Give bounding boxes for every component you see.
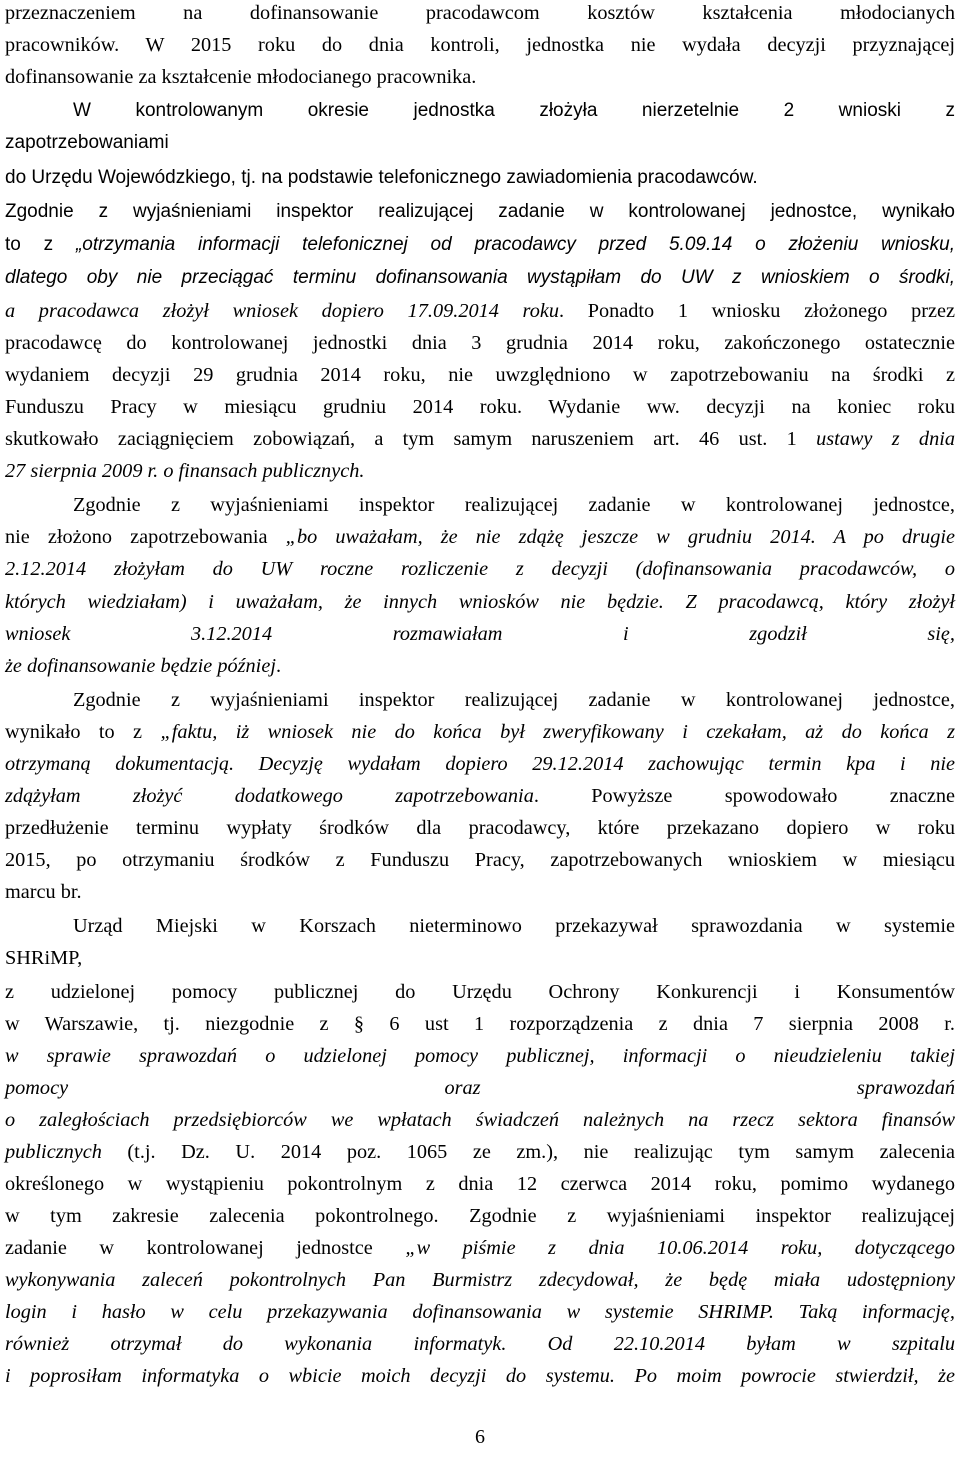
text-line: których wiedziałam) i uważałam, że innych wniosków nie będzie. Z pracodawcą, który złożył — [5, 591, 955, 613]
text-line: pracowników. W 2015 roku do dnia kontroli, jednostka nie wydała decyzji przyznającej — [5, 34, 955, 56]
text-line: wykonywania zaleceń pokontrolnych Pan Burmistrz zdecydował, że będę miała udostępniony — [5, 1269, 955, 1291]
text-line: że dofinansowanie będzie później. — [5, 655, 282, 677]
text-line: w sprawie sprawozdań o udzielonej pomocy publicznej, informacji o nieudzieleniu takiej — [5, 1045, 955, 1067]
text-line: wydaniem decyzji 29 grudnia 2014 roku, nie uwzględniono w zapotrzebowaniu na środki z — [5, 364, 955, 386]
text-line: Urząd Miejski w Korszach nieterminowo przekazywał sprawozdania w systemie — [73, 915, 955, 937]
text-line: 2.12.2014 złożyłam do UW roczne rozliczenie z decyzji (dofinansowania pracodawców, o — [5, 558, 955, 580]
text-line: przeznaczeniem na dofinansowanie pracodawcom kosztów kształcenia młodocianych — [5, 2, 955, 24]
text-line: nie złożono zapotrzebowania „bo uważałam, że nie zdążę jeszcze w grudniu 2014. A po drugie — [5, 526, 955, 548]
text-line: marcu br. — [5, 881, 82, 903]
text-line: również otrzymał do wykonania informatyk. Od 22.10.2014 byłam w szpitalu — [5, 1333, 955, 1355]
text-line: publicznych (t.j. Dz. U. 2014 poz. 1065 ze zm.), nie realizując tym samym zalecenia — [5, 1141, 955, 1163]
text-line: w Warszawie, tj. niezgodnie z § 6 ust 1 rozporządzenia z dnia 7 sierpnia 2008 r. — [5, 1013, 955, 1035]
text-line: SHRiMP, — [5, 947, 83, 969]
text-line: i poprosiłam informatyka o wbicie moich decyzji do systemu. Po moim powrocie stwierdził, że — [5, 1365, 955, 1387]
text-line: Zgodnie z wyjaśnieniami inspektor realizującej zadanie w kontrolowanej jednostce, — [73, 689, 955, 711]
text-line: o zaległościach przedsiębiorców we wpłatach świadczeń należnych na rzecz sektora finansów — [5, 1109, 955, 1131]
text-line: wynikało to z „faktu, iż wniosek nie do końca był zweryfikowany i czekałam, aż do końca z — [5, 721, 955, 743]
text-line: pracodawcę do kontrolowanej jednostki dnia 3 grudnia 2014 roku, zakończonego ostatecznie — [5, 332, 955, 354]
text-line: określonego w wystąpieniu pokontrolnym z dnia 12 czerwca 2014 roku, pomimo wydanego — [5, 1173, 955, 1195]
text-line: dlatego oby nie przeciągać terminu dofinansowania wystąpiłam do UW z wnioskiem o środki, — [5, 267, 955, 288]
text-line: z udzielonej pomocy publicznej do Urzędu Ochrony Konkurencji i Konsumentów — [5, 981, 955, 1003]
text-line: zapotrzebowaniami — [5, 132, 169, 153]
text-line: Zgodnie z wyjaśnieniami inspektor realizującej zadanie w kontrolowanej jednostce, wynikało — [5, 201, 955, 222]
text-line: login i hasło w celu przekazywania dofinansowania w systemie SHRIMP. Taką informację, — [5, 1301, 955, 1323]
text-line: zadanie w kontrolowanej jednostce „w piśmie z dnia 10.06.2014 roku, dotyczącego — [5, 1237, 955, 1259]
text-line: a pracodawca złożył wniosek dopiero 17.09.2014 roku. Ponadto 1 wniosku złożonego przez — [5, 300, 955, 322]
text-line: w tym zakresie zalecenia pokontrolnego. Zgodnie z wyjaśnieniami inspektor realizującej — [5, 1205, 955, 1227]
text-line: wniosek 3.12.2014 rozmawiałam i zgodził się, — [5, 623, 955, 645]
text-line: zdążyłam złożyć dodatkowego zapotrzebowania. Powyższe spowodowało znaczne — [5, 785, 955, 807]
text-line: otrzymaną dokumentacją. Decyzję wydałam dopiero 29.12.2014 zachowując termin kpa i nie — [5, 753, 955, 775]
text-line: Zgodnie z wyjaśnieniami inspektor realizującej zadanie w kontrolowanej jednostce, — [73, 494, 955, 516]
text-line: dofinansowanie za kształcenie młodocianego pracownika. — [5, 66, 477, 88]
text-line: to z „otrzymania informacji telefonicznej od pracodawcy przed 5.09.14 o złożeniu wniosku, — [5, 234, 955, 255]
text-line: 27 sierpnia 2009 r. o finansach publicznych. — [5, 460, 365, 482]
text-line: pomocy oraz sprawozdań — [5, 1077, 955, 1099]
text-line: 2015, po otrzymaniu środków z Funduszu Pracy, zapotrzebowanych wnioskiem w miesiącu — [5, 849, 955, 871]
text-line: W kontrolowanym okresie jednostka złożyła nierzetelnie 2 wnioski z — [73, 100, 955, 121]
page-number: 6 — [475, 1426, 485, 1448]
text-line: skutkowało zaciągnięciem zobowiązań, a tym samym naruszeniem art. 46 ust. 1 ustawy z dnia — [5, 428, 955, 450]
text-line: przedłużenie terminu wypłaty środków dla pracodawcy, które przekazano dopiero w roku — [5, 817, 955, 839]
text-line: Funduszu Pracy w miesiącu grudniu 2014 roku. Wydanie ww. decyzji na koniec roku — [5, 396, 955, 418]
text-line: do Urzędu Wojewódzkiego, tj. na podstawie telefonicznego zawiadomienia pracodawców. — [5, 167, 758, 188]
